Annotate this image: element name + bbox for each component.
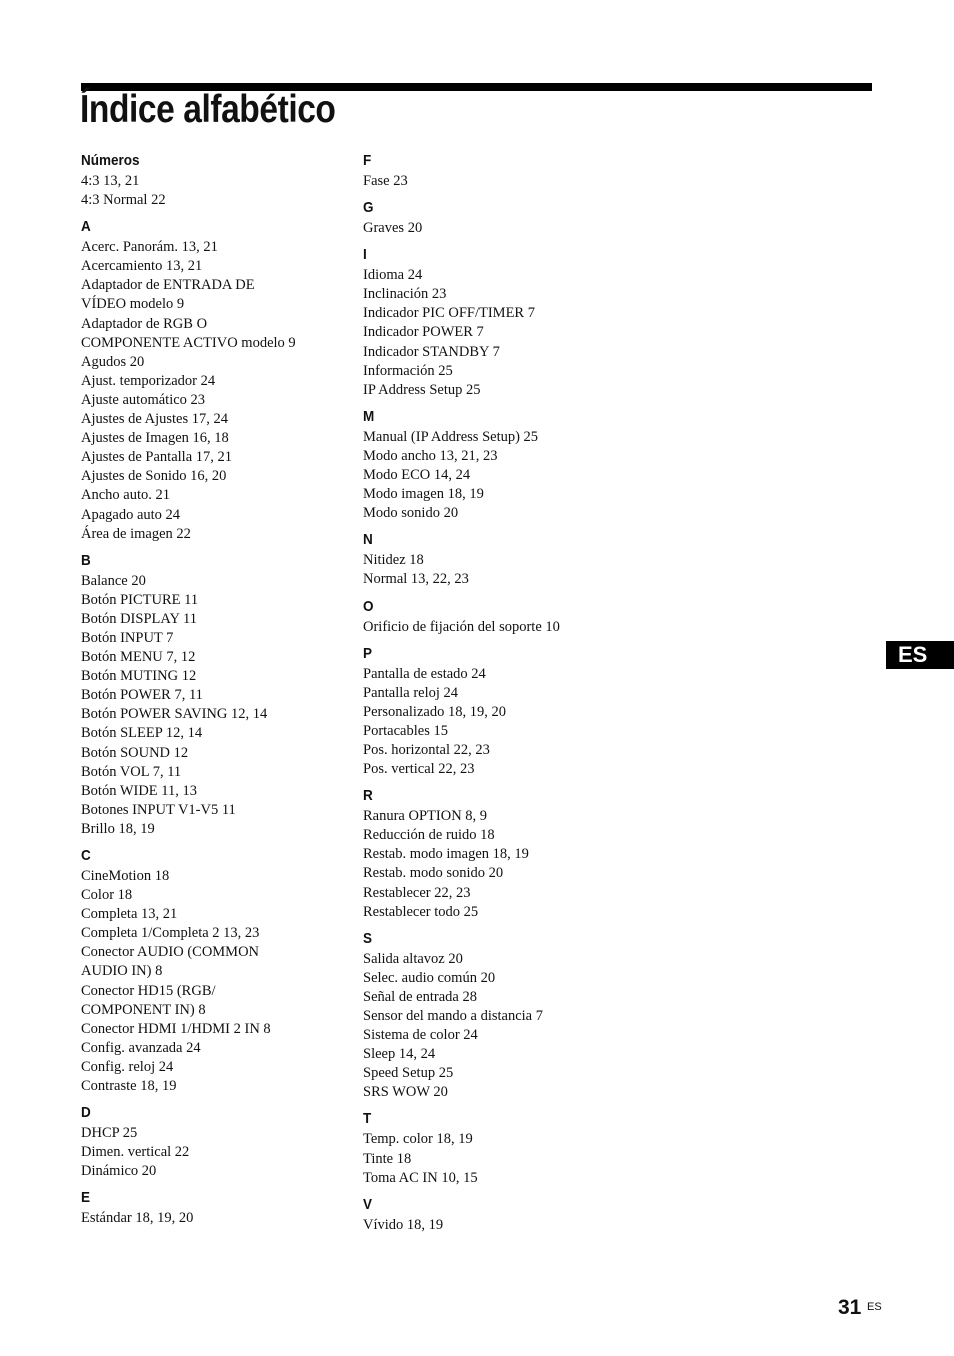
index-section: [363, 244, 643, 400]
index-entry: Modo ECO 14, 24: [363, 467, 471, 484]
index-entry: Graves 20: [363, 220, 423, 237]
section-heading: Números: [81, 152, 140, 169]
index-entry: Conector HDMI 1/HDMI 2 IN 8: [81, 1020, 271, 1037]
index-entry: Config. reloj 24: [81, 1058, 174, 1075]
index-section: [81, 1187, 351, 1228]
index-section: [363, 529, 643, 589]
section-heading: E: [81, 1189, 91, 1207]
index-entry: Sensor del mando a distancia 7: [363, 1008, 543, 1024]
index-entry: COMPONENTE ACTIVO modelo 9: [81, 334, 296, 351]
index-section: [363, 1108, 643, 1187]
index-entry: Pos. vertical 22, 23: [363, 761, 475, 778]
index-entry: Indicador POWER 7: [363, 324, 484, 341]
index-entry: Señal de entrada 28: [363, 988, 477, 1005]
index-entry: Botón MUTING 12: [81, 668, 197, 685]
index-entry: Inclinación 23: [363, 286, 447, 303]
index-entry: Contraste 18, 19: [81, 1078, 177, 1095]
index-entry: Sleep 14, 24: [363, 1046, 436, 1063]
index-entry: Botón POWER SAVING 12, 14: [81, 706, 268, 723]
index-column-left: [81, 150, 351, 1229]
index-entry: Botón INPUT 7: [81, 629, 174, 646]
index-entry: Pantalla de estado 24: [363, 665, 486, 682]
index-entry: Ancho auto. 21: [81, 487, 170, 504]
page-number: 31: [838, 1296, 862, 1319]
section-heading: N: [363, 531, 373, 549]
index-entry: DHCP 25: [81, 1125, 138, 1142]
index-entry: Tinte 18: [363, 1150, 412, 1167]
section-heading: P: [363, 644, 373, 662]
index-entry: Restab. modo imagen 18, 19: [363, 846, 529, 863]
index-section: [363, 1194, 643, 1235]
section-heading: A: [81, 218, 91, 236]
index-entry: Botón POWER 7, 11: [81, 687, 203, 704]
index-entry: Adaptador de RGB O: [81, 315, 208, 332]
index-entry: Normal 13, 22, 23: [363, 571, 469, 588]
index-entry: Botón MENU 7, 12: [81, 649, 196, 666]
index-entry: Reducción de ruido 18: [363, 827, 495, 844]
index-entry: Acerc. Panorám. 13, 21: [81, 239, 218, 256]
section-heading: C: [81, 847, 91, 864]
index-entry: Conector HD15 (RGB/: [81, 982, 216, 999]
index-entry: Ranura OPTION 8, 9: [363, 808, 488, 825]
index-entry: Agudos 20: [81, 353, 145, 370]
index-section: [81, 845, 351, 1096]
section-heading: M: [363, 407, 375, 425]
index-entry: Speed Setup 25: [363, 1065, 454, 1082]
index-entry: Botón SLEEP 12, 14: [81, 725, 203, 742]
index-entry: Completa 1/Completa 2 13, 23: [81, 925, 260, 942]
index-entry: Pos. horizontal 22, 23: [363, 741, 490, 758]
section-heading: D: [81, 1104, 91, 1122]
index-entry: Modo imagen 18, 19: [363, 486, 484, 503]
index-entry: VÍDEO modelo 9: [81, 296, 185, 313]
index-section: [363, 596, 643, 637]
index-entry: Orificio de fijación del soporte 10: [363, 618, 560, 635]
section-heading: I: [363, 246, 367, 264]
index-entry: Temp. color 18, 19: [363, 1131, 473, 1148]
index-entry: COMPONENT IN) 8: [81, 1001, 206, 1018]
index-entry: Información 25: [363, 362, 453, 379]
index-entry: Config. avanzada 24: [81, 1039, 201, 1056]
index-entry: Conector AUDIO (COMMON: [81, 944, 260, 961]
index-entry: Ajustes de Sonido 16, 20: [81, 468, 227, 485]
index-entry: Ajuste automático 23: [81, 391, 206, 408]
index-entry: Estándar 18, 19, 20: [81, 1210, 194, 1227]
index-entry: Personalizado 18, 19, 20: [363, 703, 506, 720]
index-entry: AUDIO IN) 8: [81, 963, 163, 980]
index-section: [363, 785, 643, 922]
index-entry: Restablecer 22, 23: [363, 884, 471, 901]
index-entry: Acercamiento 13, 21: [81, 258, 203, 275]
index-entry: Balance 20: [81, 572, 146, 589]
index-entry: Botón VOL 7, 11: [81, 763, 182, 780]
index-entry: Apagado auto 24: [81, 506, 181, 523]
index-section: [363, 197, 643, 238]
index-entry: Dinámico 20: [81, 1163, 157, 1180]
section-heading: O: [363, 597, 374, 615]
index-section: [363, 406, 643, 523]
index-entry: Restablecer todo 25: [363, 903, 479, 920]
index-section: [363, 928, 643, 1103]
index-entry: Color 18: [81, 887, 133, 904]
index-entry: Indicador STANDBY 7: [363, 343, 500, 360]
section-heading: V: [363, 1195, 373, 1213]
index-entry: Nitidez 18: [363, 552, 424, 569]
page-title: Índice alfabético: [80, 88, 336, 131]
index-entry: Manual (IP Address Setup) 25: [363, 428, 539, 445]
index-entry: Botón DISPLAY 11: [81, 610, 198, 627]
index-entry: Brillo 18, 19: [81, 820, 155, 837]
index-entry: IP Address Setup 25: [363, 381, 481, 398]
index-entry: Ajustes de Imagen 16, 18: [81, 430, 229, 447]
index-section: [363, 643, 643, 780]
index-entry: SRS WOW 20: [363, 1084, 448, 1101]
index-entry: Ajust. temporizador 24: [81, 372, 216, 389]
index-section: [81, 550, 351, 839]
index-entry: Indicador PIC OFF/TIMER 7: [363, 305, 535, 322]
index-entry: Selec. audio común 20: [363, 969, 496, 986]
section-heading: G: [363, 199, 374, 217]
index-entry: Botones INPUT V1-V5 11: [81, 801, 236, 818]
section-heading: B: [81, 551, 91, 569]
index-entry: Dimen. vertical 22: [81, 1144, 190, 1161]
index-entry: Ajustes de Ajustes 17, 24: [81, 411, 229, 428]
index-entry: Salida altavoz 20: [363, 950, 463, 967]
index-entry: Modo ancho 13, 21, 23: [363, 447, 498, 464]
index-entry: Restab. modo sonido 20: [363, 865, 504, 882]
page-language-suffix: ES: [867, 1301, 882, 1313]
index-section: [81, 150, 351, 210]
index-column-right: [363, 150, 643, 1235]
index-entry: Vívido 18, 19: [363, 1216, 444, 1233]
section-heading: S: [363, 929, 373, 947]
index-section: [81, 216, 351, 544]
index-entry: CineMotion 18: [81, 868, 170, 884]
section-heading: R: [363, 787, 373, 805]
index-entry: Área de imagen 22: [81, 525, 191, 542]
index-entry: Botón SOUND 12: [81, 744, 189, 761]
index-entry: Idioma 24: [363, 267, 423, 284]
index-entry: Sistema de color 24: [363, 1027, 478, 1044]
index-entry: Toma AC IN 10, 15: [363, 1169, 478, 1186]
index-entry: Modo sonido 20: [363, 505, 459, 522]
index-entry: Botón PICTURE 11: [81, 591, 199, 608]
section-heading: T: [363, 1110, 372, 1128]
index-entry: Pantalla reloj 24: [363, 684, 459, 701]
index-entry: 4:3 Normal 22: [81, 192, 166, 209]
index-entry: 4:3 13, 21: [81, 173, 140, 189]
index-entry: Botón WIDE 11, 13: [81, 782, 197, 799]
index-entry: Completa 13, 21: [81, 906, 178, 923]
index-entry: Adaptador de ENTRADA DE: [81, 277, 255, 294]
index-entry: Ajustes de Pantalla 17, 21: [81, 449, 233, 466]
index-section: [363, 150, 643, 191]
index-entry: Portacables 15: [363, 722, 448, 739]
language-tab: ES: [886, 641, 954, 669]
section-heading: F: [363, 152, 372, 169]
index-section: [81, 1102, 351, 1181]
index-entry: Fase 23: [363, 173, 408, 189]
